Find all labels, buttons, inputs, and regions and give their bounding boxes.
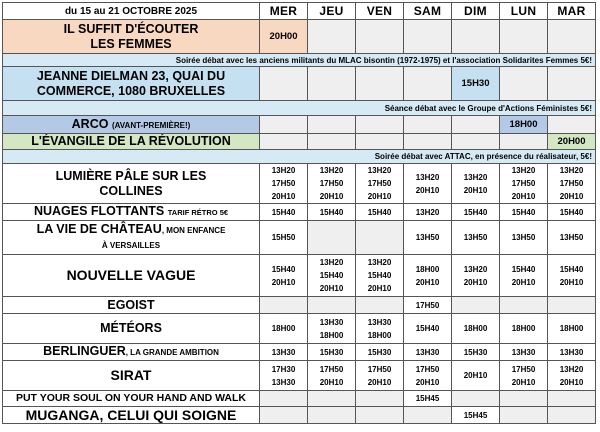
showtime-cell (308, 20, 356, 54)
info-row (3, 150, 596, 164)
showtime-cell (404, 116, 452, 134)
showtime-cell (404, 67, 452, 101)
showtime-cell: 15H40 (404, 314, 452, 344)
film-title-line: LES FEMMES (90, 36, 172, 51)
showtime-cell: 15H45 (404, 391, 452, 407)
film-title: SIRAT (110, 367, 152, 383)
film-title: EGOIST (107, 297, 155, 312)
showtime-cell (356, 391, 404, 407)
showtime-cell: 15H30 (356, 344, 404, 361)
film-row (3, 344, 596, 361)
film-title-cell (3, 204, 260, 221)
showtime-cell: 13H30 (500, 344, 548, 361)
film-title-cell (3, 297, 260, 314)
showtime-cell (500, 391, 548, 407)
showtime-cell (404, 407, 452, 424)
film-title-line: IL SUFFIT D'ÉCOUTER (63, 21, 199, 36)
film-title: LA VIE DE CHÂTEAU (36, 222, 162, 236)
showtime-cell: 17H50 20H10 (308, 361, 356, 391)
showtime-cell (356, 221, 404, 255)
film-title: L'ÉVANGILE DE LA RÉVOLUTION (31, 134, 231, 148)
showtime-cell: 13H20 17H50 20H10 (260, 164, 308, 204)
film-title-cell (3, 255, 260, 297)
film-row (3, 67, 596, 101)
showtime-cell (500, 134, 548, 150)
showtime-cell: 20H00 (548, 134, 596, 150)
film-subtitle: , LA GRANDE AMBITION (125, 348, 219, 357)
day-header-mar: MAR (548, 3, 596, 20)
film-row (3, 297, 596, 314)
showtime-cell (500, 407, 548, 424)
showtime-cell: 13H30 18H00 (308, 314, 356, 344)
showtime-cell: 15H40 (500, 204, 548, 221)
showtime-cell: 15H30 (308, 344, 356, 361)
film-title: BERLINGUER (43, 344, 126, 358)
film-title-cell (3, 20, 260, 54)
showtime-cell: 15H40 (260, 204, 308, 221)
showtime-cell (548, 391, 596, 407)
showtime-cell (308, 391, 356, 407)
showtime-cell: 13H20 20H10 (452, 255, 500, 297)
day-header-dim: DIM (452, 3, 500, 20)
showtime-cell: 13H30 (548, 344, 596, 361)
showtime-cell (404, 20, 452, 54)
film-title: MÉTÉORS (100, 321, 162, 335)
film-title-cell (3, 116, 260, 134)
day-header-ven: VEN (356, 3, 404, 20)
film-title: MUGANGA, CELUI QUI SOIGNE (25, 406, 237, 423)
showtime-cell: 13H20 (404, 204, 452, 221)
showtime-cell (308, 67, 356, 101)
showtime-cell (308, 116, 356, 134)
showtime-cell (548, 20, 596, 54)
film-subtitle: , MON ENFANCE (161, 226, 226, 235)
showtime-cell: 17H50 20H10 (404, 361, 452, 391)
film-title-cell (3, 407, 260, 424)
showtime-cell (500, 20, 548, 54)
film-title-cell (3, 134, 260, 150)
film-row (3, 255, 596, 297)
showtime-cell: 17H30 13H30 (260, 361, 308, 391)
day-header-mer: MER (260, 3, 308, 20)
film-title-cell (3, 344, 260, 361)
showtime-cell: 20H10 (452, 361, 500, 391)
showtime-cell (356, 116, 404, 134)
showtime-cell: 18H00 (500, 116, 548, 134)
showtime-cell: 13H20 17H50 20H10 (356, 164, 404, 204)
showtime-cell (260, 407, 308, 424)
film-row (3, 391, 596, 407)
info-row (3, 101, 596, 116)
film-title-line: LUMIÈRE PÂLE SUR LES (55, 168, 207, 183)
film-row (3, 361, 596, 391)
film-row (3, 164, 596, 204)
showtime-cell (260, 67, 308, 101)
showtime-cell (260, 116, 308, 134)
showtime-cell: 13H50 (500, 221, 548, 255)
film-row (3, 314, 596, 344)
film-row (3, 204, 596, 221)
showtime-cell (308, 134, 356, 150)
showtime-cell (260, 297, 308, 314)
event-note: Séance débat avec le Groupe d'Actions Féministes 5€! (3, 101, 596, 116)
showtime-cell (260, 134, 308, 150)
showtime-cell: 13H20 20H10 (548, 361, 596, 391)
showtime-cell (356, 297, 404, 314)
showtime-cell (356, 67, 404, 101)
showtime-cell: 18H00 (452, 314, 500, 344)
day-header-sam: SAM (404, 3, 452, 20)
showtime-cell: 15H40 20H10 (548, 255, 596, 297)
showtime-cell (452, 134, 500, 150)
showtime-cell (500, 297, 548, 314)
showtime-cell: 13H50 (404, 221, 452, 255)
showtime-cell: 13H30 18H00 (356, 314, 404, 344)
showtime-cell (308, 297, 356, 314)
film-title-cell (3, 67, 260, 101)
showtime-cell (356, 134, 404, 150)
film-title-cell (3, 164, 260, 204)
film-row (3, 407, 596, 424)
showtime-cell: 17H50 20H10 (500, 361, 548, 391)
film-title-line: JEANNE DIELMAN 23, QUAI DU (36, 68, 226, 83)
film-row (3, 116, 596, 134)
showtime-cell (500, 67, 548, 101)
showtime-cell: 13H20 20H10 (404, 164, 452, 204)
film-title: PUT YOUR SOUL ON YOUR HAND AND WALK (15, 392, 247, 404)
schedule-table (2, 2, 596, 424)
day-header-lun: LUN (500, 3, 548, 20)
showtime-cell: 13H50 (452, 221, 500, 255)
showtime-cell: 15H40 (308, 204, 356, 221)
header-row (3, 3, 596, 20)
showtime-cell: 18H00 (260, 314, 308, 344)
showtime-cell: 15H40 (548, 204, 596, 221)
showtime-cell (452, 116, 500, 134)
showtime-cell (452, 297, 500, 314)
film-subtitle: (AVANT-PREMIÈRE!) (111, 120, 191, 130)
showtime-cell: 18H00 (548, 314, 596, 344)
showtime-cell (356, 20, 404, 54)
price-note: TARIF RÉTRO 5€ (167, 208, 229, 217)
film-title-cell (3, 221, 260, 255)
showtime-cell (308, 407, 356, 424)
film-row (3, 221, 596, 255)
showtime-cell: 13H20 15H40 20H10 (356, 255, 404, 297)
film-title-cell (3, 314, 260, 344)
film-title-cell (3, 391, 260, 407)
showtime-cell (404, 134, 452, 150)
event-note: Soirée débat avec ATTAC, en présence du réalisateur, 5€! (3, 150, 596, 164)
showtime-cell: 15H40 (356, 204, 404, 221)
showtime-cell: 18H00 20H10 (404, 255, 452, 297)
showtime-cell: 13H30 (404, 344, 452, 361)
showtime-cell (548, 116, 596, 134)
showtime-cell (452, 20, 500, 54)
showtime-cell: 13H20 20H10 (452, 164, 500, 204)
date-range: du 15 au 21 OCTOBRE 2025 (3, 3, 260, 20)
film-title-line: COMMERCE, 1080 BRUXELLES (36, 83, 226, 98)
showtime-cell: 15H40 20H10 (500, 255, 548, 297)
showtime-cell: 15H45 (452, 407, 500, 424)
showtime-cell: 13H30 (260, 344, 308, 361)
showtime-cell: 13H20 17H50 20H10 (308, 164, 356, 204)
showtime-cell (452, 391, 500, 407)
film-row (3, 20, 596, 54)
film-subtitle-line: À VERSAILLES (101, 241, 161, 250)
showtime-cell: 15H30 (452, 67, 500, 101)
film-title: ARCO (71, 116, 109, 131)
showtime-cell (548, 67, 596, 101)
film-title-cell (3, 361, 260, 391)
showtime-cell: 18H00 (500, 314, 548, 344)
showtime-cell: 15H40 (452, 204, 500, 221)
showtime-cell: 13H20 17H50 20H10 (500, 164, 548, 204)
showtime-cell: 17H50 20H10 (356, 361, 404, 391)
showtime-cell: 13H20 17H50 20H10 (548, 164, 596, 204)
showtime-cell: 15H40 20H10 (260, 255, 308, 297)
film-row (3, 134, 596, 150)
film-title-line: COLLINES (99, 183, 163, 198)
showtime-cell (308, 221, 356, 255)
day-header-jeu: JEU (308, 3, 356, 20)
showtime-cell: 15H50 (260, 221, 308, 255)
showtime-cell: 17H50 (404, 297, 452, 314)
event-note: Soirée débat avec les anciens militants du MLAC bisontin (1972-1975) et l'association Solidarites Femmes 5€! (3, 54, 596, 67)
showtime-cell: 13H50 (548, 221, 596, 255)
info-row (3, 54, 596, 67)
showtime-cell: 20H00 (260, 20, 308, 54)
showtime-cell (260, 391, 308, 407)
showtime-cell (356, 407, 404, 424)
film-title: NOUVELLE VAGUE (66, 267, 196, 283)
showtime-cell: 15H30 (452, 344, 500, 361)
showtime-cell: 13H20 15H40 20H10 (308, 255, 356, 297)
film-title: NUAGES FLOTTANTS (33, 204, 165, 218)
showtime-cell (548, 297, 596, 314)
showtime-cell (548, 407, 596, 424)
